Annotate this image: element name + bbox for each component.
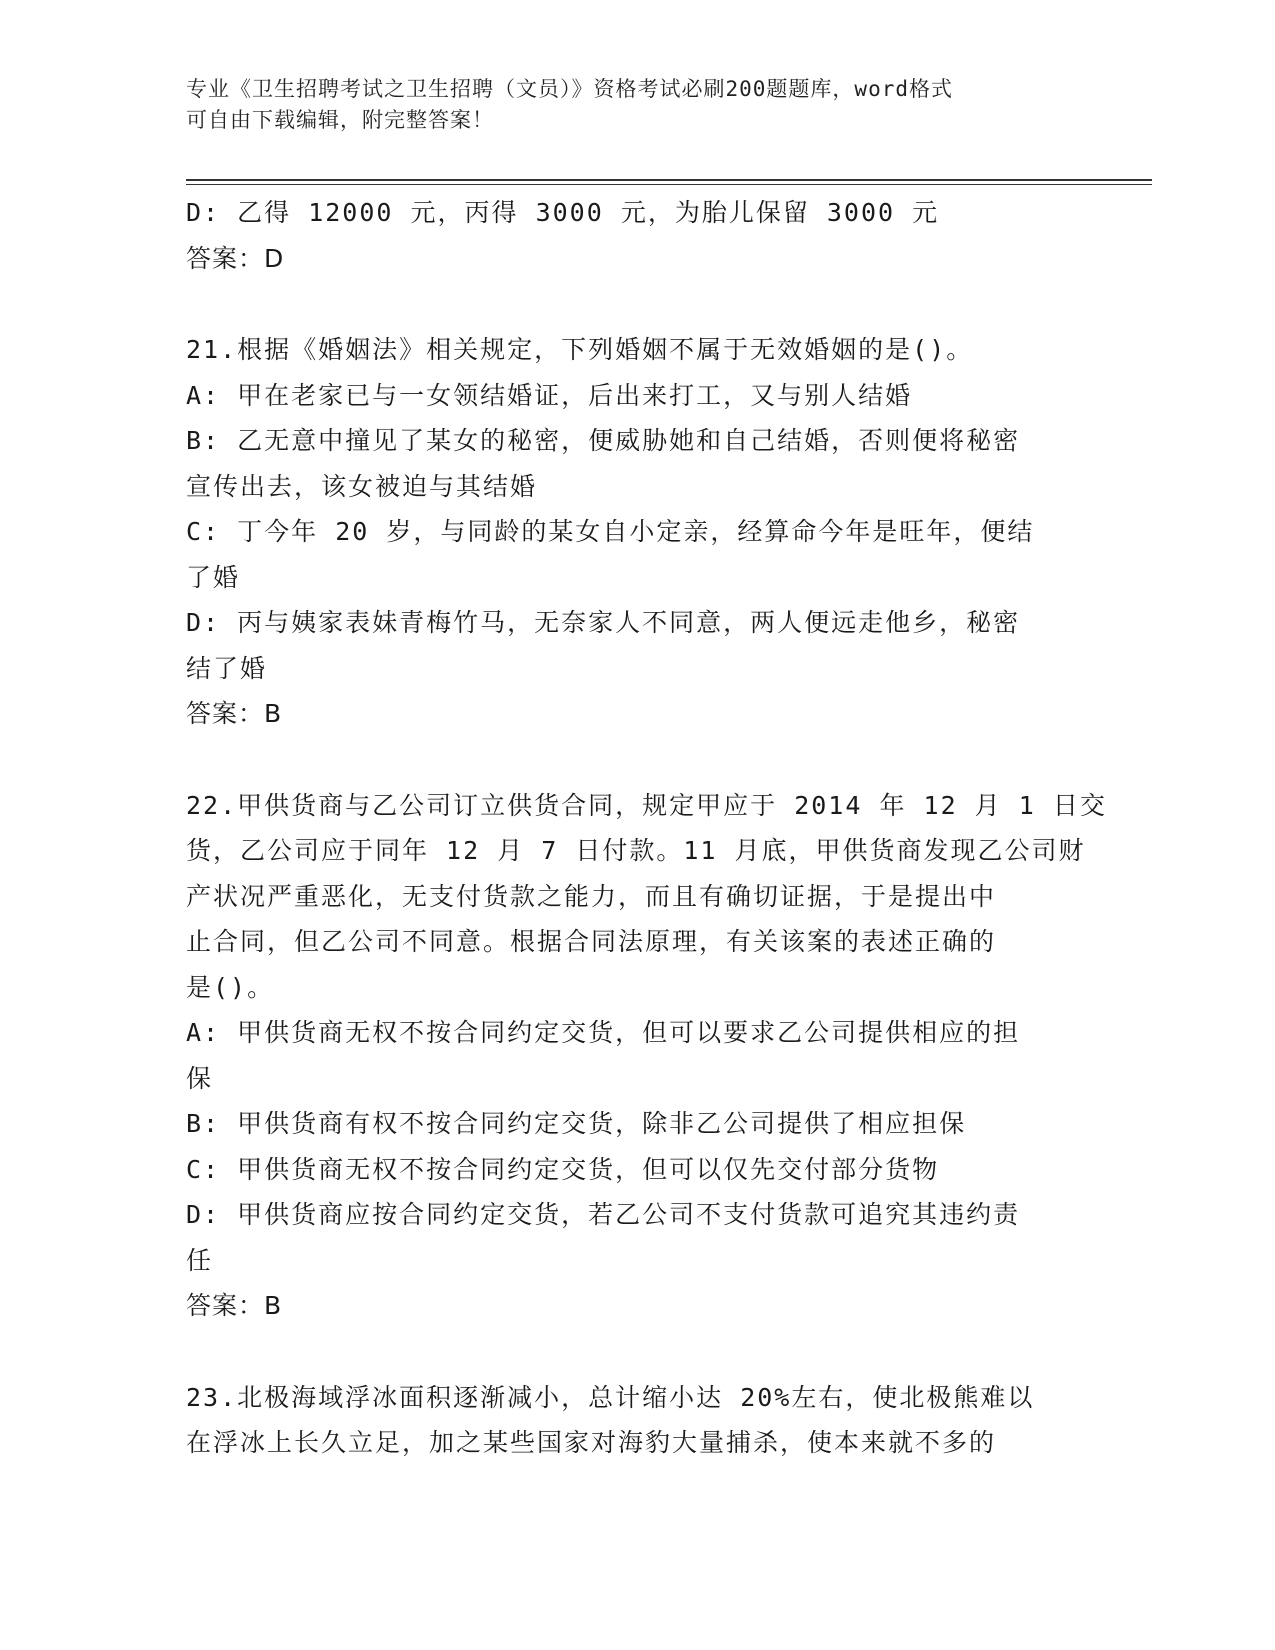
q22-option-b: B: 甲供货商有权不按合同约定交货，除非乙公司提供了相应担保 — [186, 1109, 967, 1138]
question-spacer — [186, 1329, 1086, 1375]
q21-option-d-cont: 结了婚 — [186, 653, 268, 683]
q22-option-d: D: 甲供货商应按合同约定交货，若乙公司不支付货款可追究其违约责 — [186, 1200, 1021, 1229]
q21-option-b: B: 乙无意中撞见了某女的秘密，便威胁她和自己结婚，否则便将秘密 — [186, 426, 1021, 455]
header-title-line-2: 可自由下载编辑，附完整答案！ — [186, 108, 494, 132]
header-divider-thick — [186, 179, 1152, 181]
q20-option-d: D: 乙得 12000 元，丙得 3000 元，为胎儿保留 3000 元 — [186, 198, 940, 227]
header-title-line-1: 专业《卫生招聘考试之卫生招聘（文员）》资格考试必刷200题题库，word格式 — [186, 77, 953, 101]
q22-option-a: A: 甲供货商无权不按合同约定交货，但可以要求乙公司提供相应的担 — [186, 1018, 1021, 1047]
q22-stem-line-4: 止合同，但乙公司不同意。根据合同法原理，有关该案的表述正确的 — [186, 927, 997, 956]
question-spacer — [186, 737, 1086, 783]
q20-answer: 答案：D — [186, 243, 285, 273]
q21-option-d: D: 丙与姨家表妹青梅竹马，无奈家人不同意，两人便远走他乡，秘密 — [186, 608, 1021, 637]
q22-answer: 答案：B — [186, 1291, 283, 1320]
q21-stem: 21.根据《婚姻法》相关规定，下列婚姻不属于无效婚姻的是()。 — [186, 335, 974, 364]
question-content — [186, 190, 1107, 1466]
q23-stem-line-1: 23.北极海域浮冰面积逐渐减小，总计缩小达 20%左右，使北极熊难以 — [186, 1382, 1035, 1412]
q22-option-a-cont: 保 — [186, 1063, 214, 1093]
q21-option-b-cont: 宣传出去，该女被迫与其结婚 — [186, 471, 538, 501]
q22-stem-line-2: 货，乙公司应于同年 12 月 7 日付款。11 月底，甲供货商发现乙公司财 — [186, 836, 1086, 865]
q23-stem-line-2: 在浮冰上长久立足，加之某些国家对海豹大量捕杀，使本来就不多的 — [186, 1428, 997, 1457]
q21-option-c-cont: 了婚 — [186, 562, 241, 592]
q22-option-d-cont: 任 — [186, 1245, 214, 1275]
header-divider-thin — [186, 184, 1152, 185]
q22-option-c: C: 甲供货商无权不按合同约定交货，但可以仅先交付部分货物 — [186, 1154, 940, 1184]
q21-option-c: C: 丁今年 20 岁，与同龄的某女自小定亲，经算命今年是旺年，便结 — [186, 517, 1035, 546]
q22-stem-line-5: 是()。 — [186, 972, 275, 1002]
document-header — [186, 74, 1086, 136]
q21-answer: 答案：B — [186, 699, 283, 728]
q21-option-a: A: 甲在老家已与一女领结婚证，后出来打工，又与别人结婚 — [186, 380, 913, 410]
q22-stem-line-1: 22.甲供货商与乙公司订立供货合同，规定甲应于 2014 年 12 月 1 日交 — [186, 790, 1107, 820]
question-spacer — [186, 281, 1086, 327]
q22-stem-line-3: 产状况严重恶化，无支付货款之能力，而且有确切证据，于是提出中 — [186, 881, 997, 911]
